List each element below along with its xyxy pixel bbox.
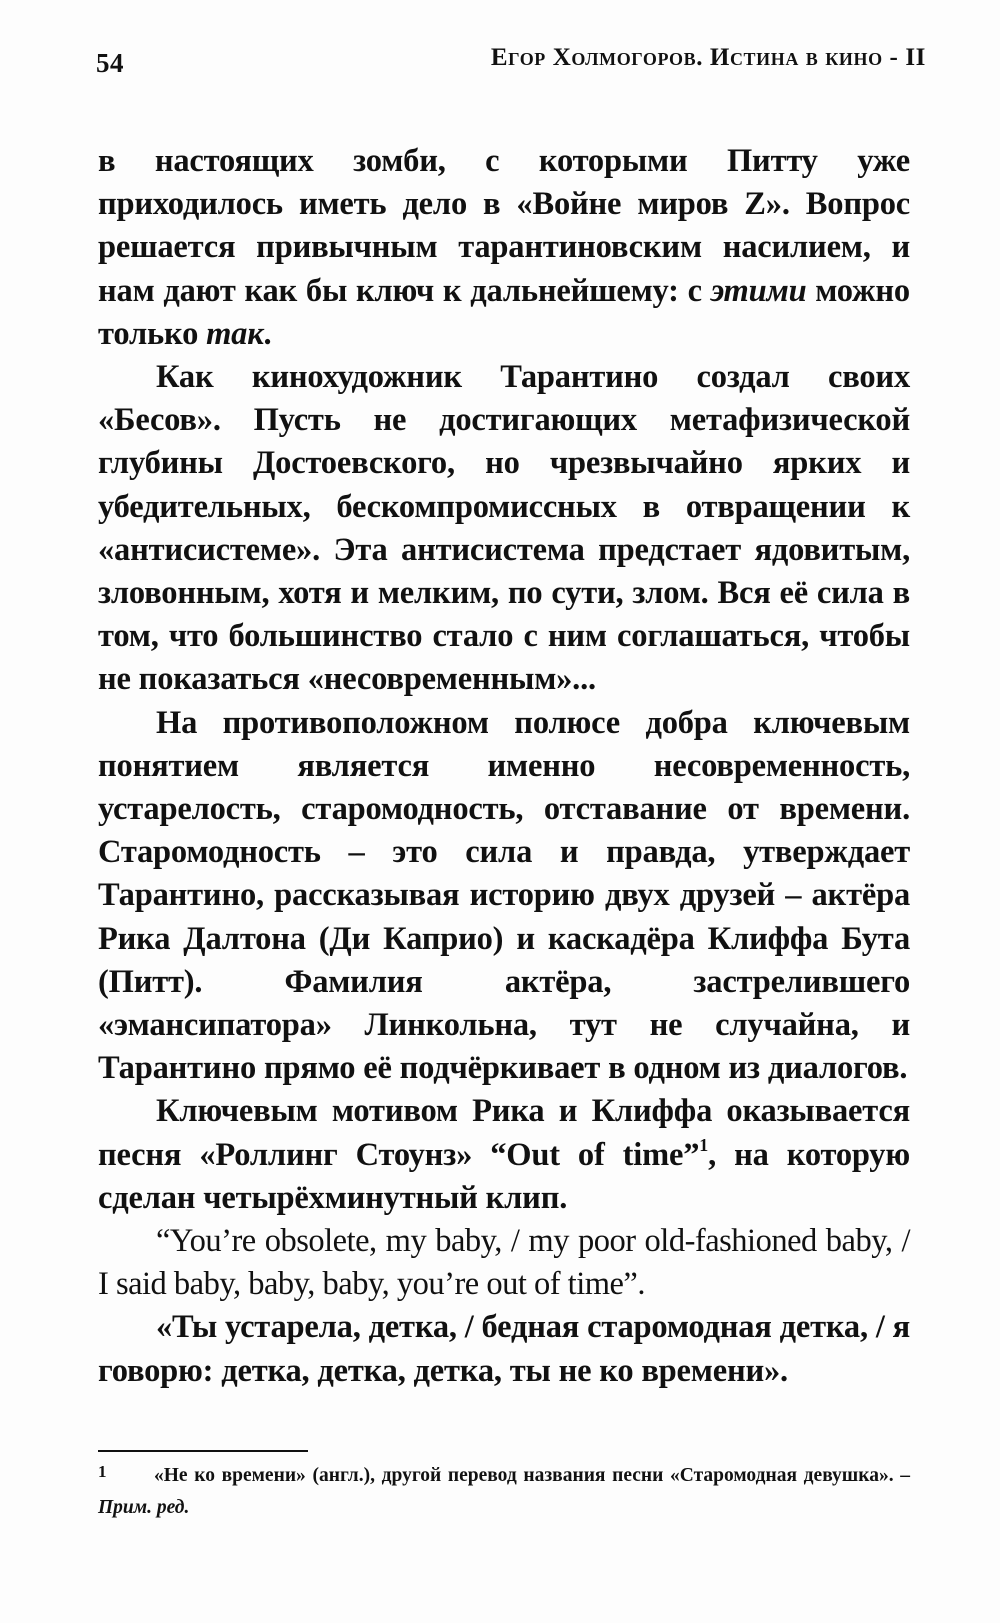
paragraph-4-text-a: Ключевым мотивом Рика и Клиффа оказывается песня «Роллинг Стоунз» “Out of time” <box>98 1093 910 1173</box>
book-title: Егор Холмогоров. Истина в кино - II <box>490 44 926 71</box>
paragraph-1-text-c: . <box>263 315 272 352</box>
footnote-reference[interactable]: 1 <box>699 1134 709 1155</box>
paragraph-1-text-b: можно только <box>98 272 910 352</box>
footnote <box>98 1460 910 1524</box>
paragraph-4 <box>98 1090 910 1220</box>
lyric-english: “You’re obsolete, my baby, / my poor old-fashioned baby, / I said baby, baby, baby, you’re out of time”. <box>98 1223 910 1303</box>
page-number: 54 <box>96 48 124 78</box>
paragraph-1-italic-2: так <box>206 315 264 352</box>
paragraph-1-italic-1: этими <box>710 272 807 309</box>
footnote-editor-label: Прим. ред. <box>98 1497 190 1518</box>
footnote-mark: 1 <box>98 1462 107 1481</box>
paragraph-1 <box>98 140 910 356</box>
footnote-body <box>98 1465 910 1518</box>
paragraph-2: Как кинохудожник Тарантино создал своих «Бесов». Пусть не достигающих метафизической глубины Достоевского, но чрезвычайно ярких и убедительных, бескомпромиссных в отвращении к «антисистеме». Эта антисистема предстает ядовитым, зловонным, хотя и мелким, по сути, злом. Вся её сила в том, что большинство стало с ним соглашаться, чтобы не показаться «несовременным»... <box>98 359 910 698</box>
body-text <box>98 140 910 1393</box>
paragraph-3: На противоположном полюсе добра ключевым понятием является именно несовременность, устарелость, старомодность, отставание от времени. Старомодность – это сила и правда, утверждает Тарантино, рассказывая историю двух друзей – актёра Рика Далтона (Ди Каприо) и каскадёра Клиффа Бута (Питт). Фамилия актёра, застрелившего «эмансипатора» Линкольна, тут не случайна, и Тарантино прямо её подчёркивает в одном из диалогов. <box>98 704 910 1087</box>
footnote-divider <box>98 1450 308 1452</box>
lyric-russian: «Ты устарела, детка, / бедная старомодная детка, / я говорю: детка, детка, детка, ты не ко времени». <box>98 1309 910 1389</box>
footnote-text: «Не ко времени» (англ.), другой перевод названия песни «Старомодная девушка». – <box>154 1465 910 1486</box>
running-head <box>96 42 926 82</box>
paragraph-1-text-a: в настоящих зомби, с которыми Питту уже приходилось иметь дело в «Войне миров Z». Вопрос решается привычным тарантиновским насилием, и нам дают как бы ключ к дальнейшему: с <box>98 143 910 309</box>
paragraph-4-text-b: , на которую сделан четырёхминутный клип. <box>98 1136 910 1216</box>
